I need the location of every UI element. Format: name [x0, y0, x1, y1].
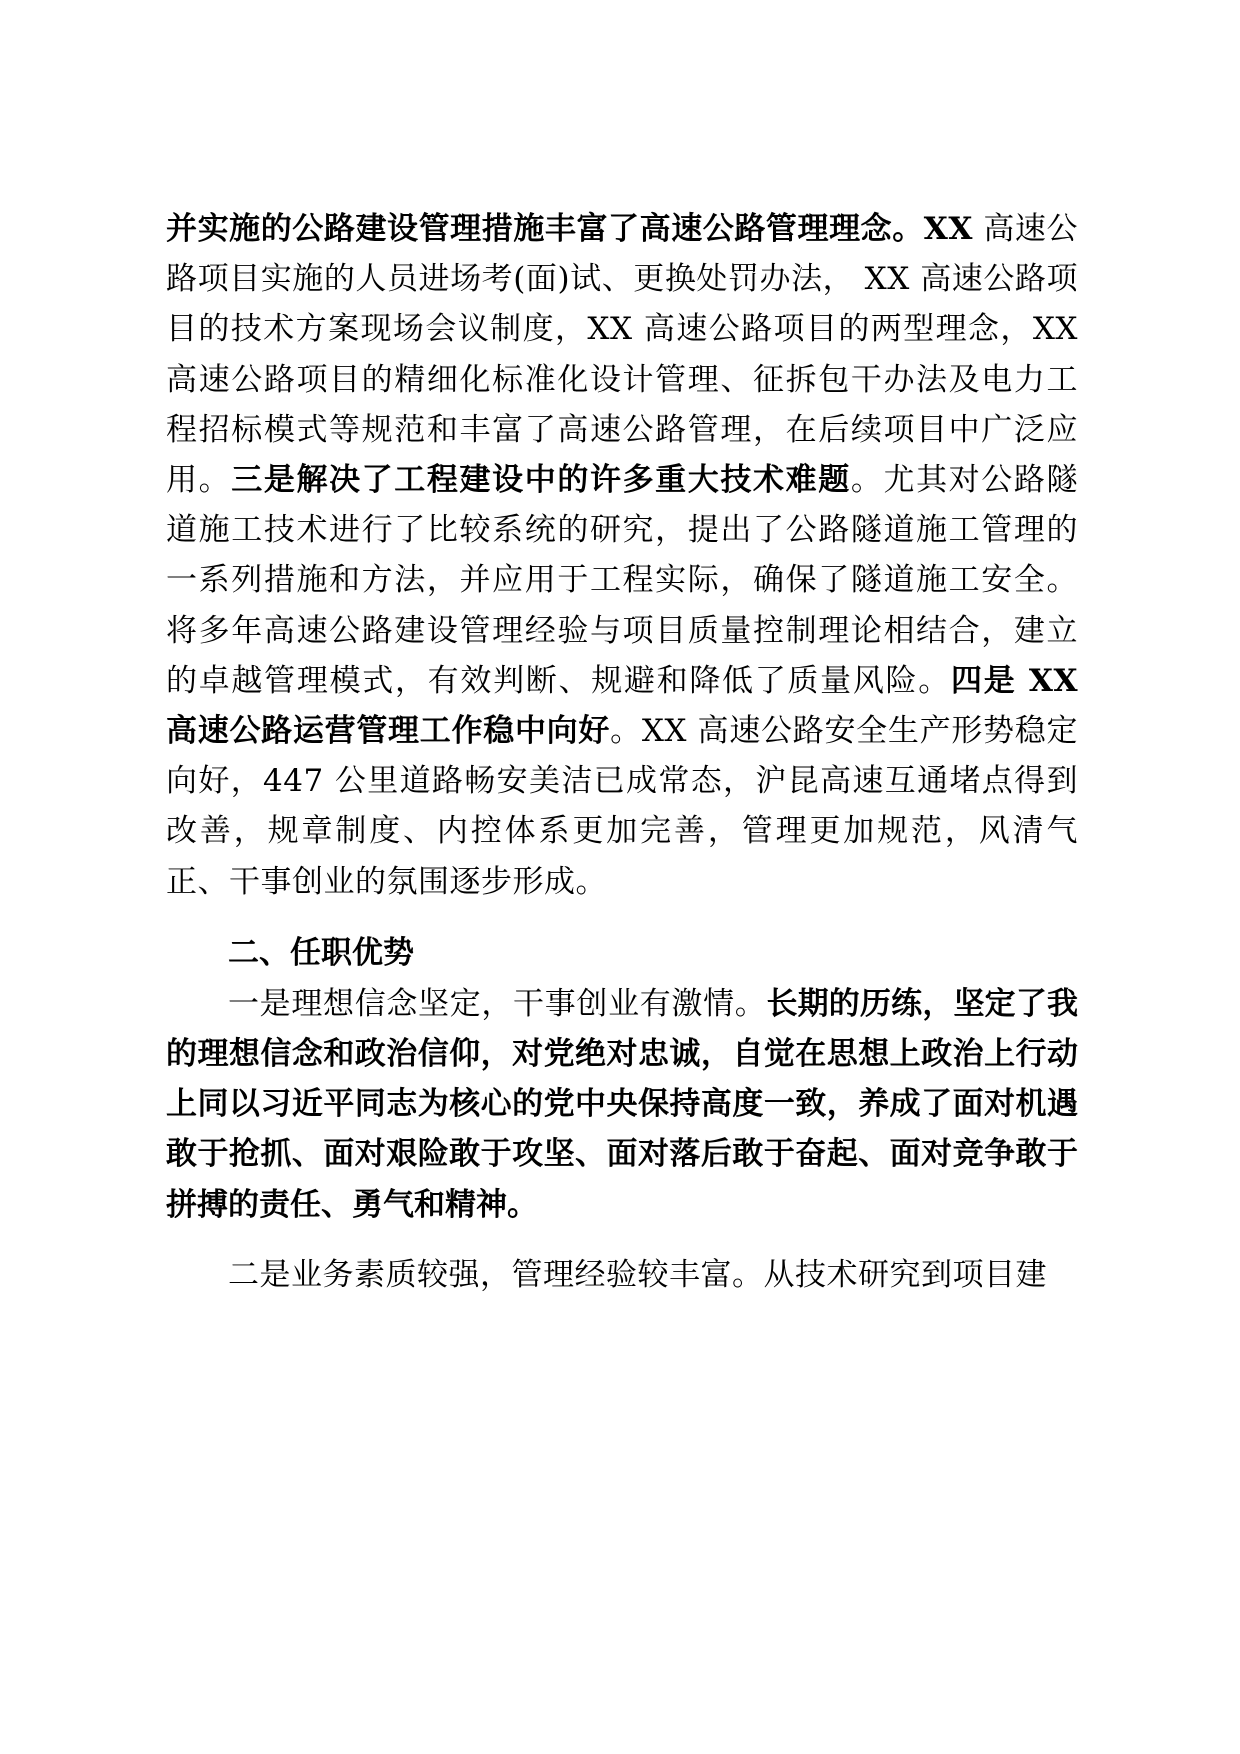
bold-phrase: 长期的历练，坚定了我的理想信念和政治信仰，对党绝对忠诚，自觉在思想上政治上行动上同以习近平同志为核心的党中央保持高度一致，养成了面对机遇敢于抢抓、面对艰险敢于攻坚、面对落后敢于奋起、面对竞争敢于拼搏的责任、勇气和精神。 [166, 985, 1079, 1223]
paragraph-advantage-2 [166, 1250, 1078, 1300]
body-text: 二是业务素质较强，管理经验较丰富。从技术研究到项目建 [228, 1256, 1047, 1293]
bold-phrase: 三是解决了工程建设中的许多重大技术难题 [231, 462, 851, 499]
paragraph-advantage-1 [166, 979, 1078, 1230]
bold-phrase: 四是 XX 高速公路运营管理工作稳中向好 [166, 662, 1079, 750]
body-text: 。XX 高速公路安全生产形势稳定向好，447 公里道路畅安美洁已成常态，沪昆高速互通堵点得到改善，规章制度、内控体系更加完善，管理更加规范，风清气正、干事创业的氛围逐步形成。 [166, 713, 1079, 900]
body-text: 。尤其对公路隧道施工技术进行了比较系统的研究，提出了公路隧道施工管理的一系列措施和方法，并应用于工程实际，确保了隧道施工安全。将多年高速公路建设管理经验与项目质量控制理论相结合，建立的卓越管理模式，有效判断、规避和降低了质量风险。 [166, 462, 1079, 699]
document-body [166, 204, 1078, 1300]
body-text: 高速公路项目实施的人员进场考(面)试、更换处罚办法， XX 高速公路项目的技术方案现场会议制度，XX 高速公路项目的两型理念，XX 高速公路项目的精细化标准化设计管理、征拆包干办法及电力工程招标模式等规范和丰富了高速公路管理，在后续项目中广泛应用。 [166, 211, 1079, 499]
paragraph-achievements [166, 204, 1078, 907]
section-heading: 二、任职优势 [228, 934, 414, 971]
bold-phrase: 并实施的公路建设管理措施丰富了高速公路管理理念。XX [166, 211, 973, 247]
body-text: 一是理想信念坚定，干事创业有激情。 [228, 985, 767, 1022]
